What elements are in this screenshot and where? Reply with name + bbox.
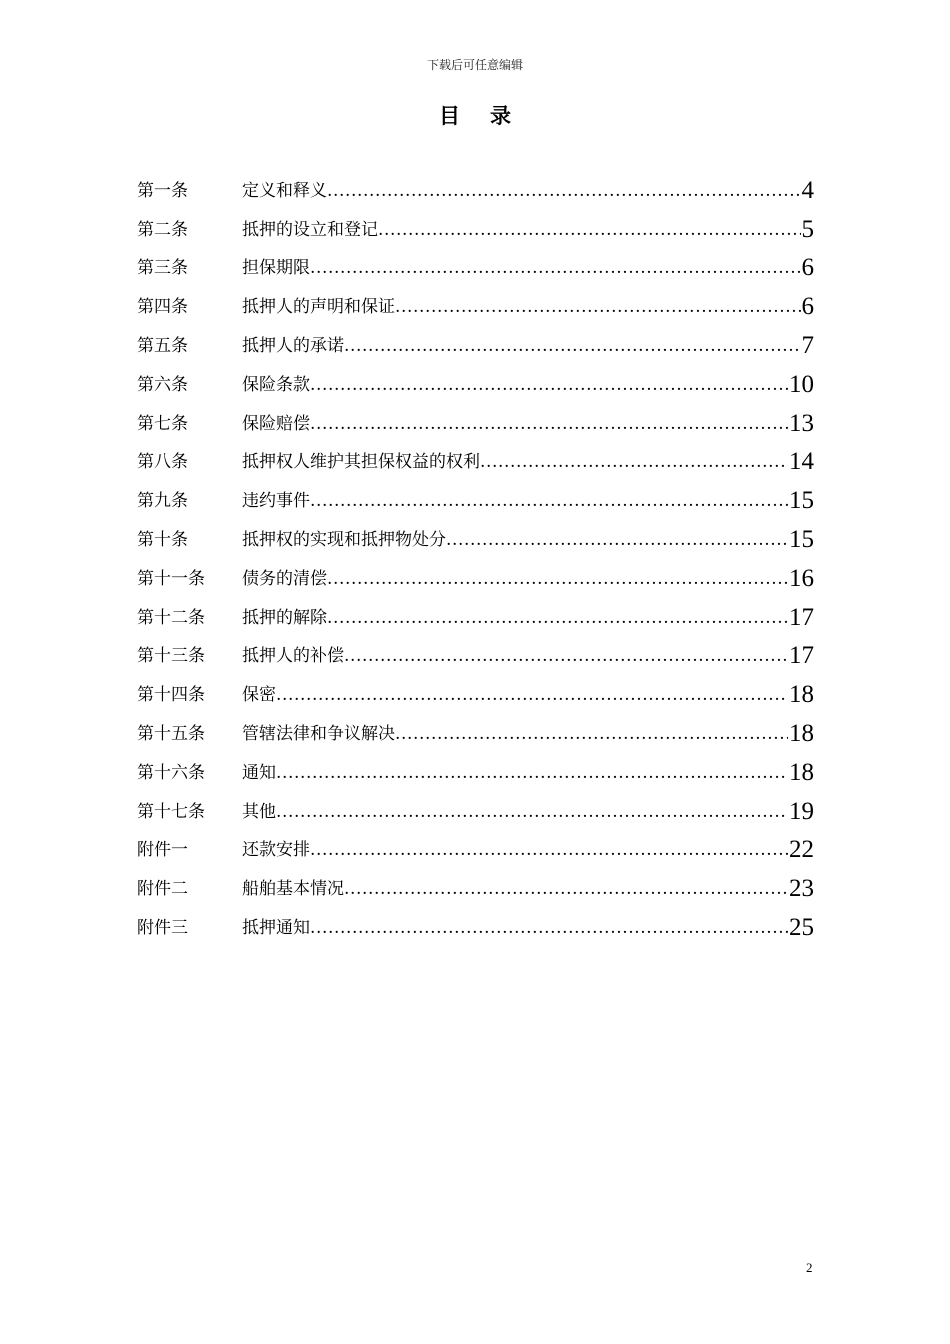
toc-entry-number: 第十三条 [137, 646, 205, 667]
toc-entry-number: 第十一条 [137, 568, 205, 589]
toc-entry[interactable] [137, 826, 814, 865]
toc-entry-number: 附件二 [137, 879, 188, 900]
toc-entry-title: 其他 [242, 801, 276, 822]
toc-entry[interactable] [137, 593, 814, 632]
toc-entry-page: 5 [801, 215, 814, 243]
toc-dot-leader [276, 761, 788, 787]
toc-entry-title: 抵押的设立和登记 [242, 219, 378, 240]
toc-dot-leader [310, 256, 801, 282]
toc-dot-leader [327, 606, 788, 632]
toc-entry-title: 违约事件 [242, 491, 310, 512]
toc-entry[interactable] [137, 709, 814, 748]
toc-entry-number: 第一条 [137, 180, 188, 201]
toc-entry-page: 13 [789, 409, 814, 437]
toc-entry-title: 抵押权人维护其担保权益的权利 [242, 452, 480, 473]
toc-dot-leader [310, 916, 788, 942]
header-note: 下载后可任意编辑 [426, 58, 523, 72]
toc-entry-number: 第四条 [137, 297, 188, 318]
toc-entry-page: 6 [801, 254, 814, 282]
toc-entry-number: 第三条 [137, 258, 188, 279]
toc-entry-title: 保密 [242, 685, 276, 706]
toc-entry-page: 23 [789, 875, 814, 903]
toc-entry-number: 第十七条 [137, 801, 205, 822]
toc-dot-leader [480, 450, 788, 476]
toc-dot-leader [310, 373, 788, 399]
toc-entry[interactable] [137, 748, 814, 787]
toc-entry-page: 17 [789, 642, 814, 670]
toc-entry-title: 担保期限 [242, 258, 310, 279]
toc-entry[interactable] [137, 166, 814, 205]
toc-dot-leader [344, 644, 788, 670]
toc-entry-title: 管辖法律和争议解决 [242, 723, 395, 744]
toc-entry-page: 4 [801, 176, 814, 204]
toc-entry-number: 第五条 [137, 335, 188, 356]
toc-entry[interactable] [137, 787, 814, 826]
toc-entry-page: 19 [789, 797, 814, 825]
toc-dot-leader [327, 179, 801, 205]
toc-entry-number: 附件一 [137, 840, 188, 861]
toc-entry-number: 第十四条 [137, 685, 205, 706]
toc-entry-page: 22 [789, 836, 814, 864]
toc-entry-title: 抵押人的声明和保证 [242, 297, 395, 318]
toc-entry-number: 第十六条 [137, 762, 205, 783]
toc-entry-title: 保险赔偿 [242, 413, 310, 434]
toc-entry-number: 第二条 [137, 219, 188, 240]
toc-entry-page: 18 [789, 681, 814, 709]
toc-dot-leader [310, 838, 788, 864]
toc-entry-title: 债务的清偿 [242, 568, 327, 589]
toc-dot-leader [395, 722, 788, 748]
toc-entry-page: 10 [789, 370, 814, 398]
toc-dot-leader [446, 528, 788, 554]
toc-entry[interactable] [137, 244, 814, 283]
toc-entry-page: 25 [789, 913, 814, 941]
toc-entry-number: 第七条 [137, 413, 188, 434]
table-of-contents [137, 166, 814, 942]
toc-entry[interactable] [137, 903, 814, 942]
toc-dot-leader [276, 683, 788, 709]
toc-entry[interactable] [137, 864, 814, 903]
toc-entry-title: 通知 [242, 762, 276, 783]
toc-dot-leader [310, 412, 788, 438]
toc-entry[interactable] [137, 670, 814, 709]
toc-entry-number: 附件三 [137, 917, 188, 938]
toc-entry-title: 抵押权的实现和抵押物处分 [242, 529, 446, 550]
toc-dot-leader [276, 800, 788, 826]
toc-entry-number: 第十五条 [137, 723, 205, 744]
toc-entry[interactable] [137, 399, 814, 438]
toc-dot-leader [344, 334, 801, 360]
toc-entry-page: 15 [789, 487, 814, 515]
toc-entry-page: 6 [801, 293, 814, 321]
toc-entry-number: 第九条 [137, 491, 188, 512]
toc-entry-title: 抵押人的承诺 [242, 335, 344, 356]
toc-dot-leader [327, 567, 788, 593]
toc-entry-title: 抵押通知 [242, 917, 310, 938]
toc-entry-title: 保险条款 [242, 374, 310, 395]
toc-entry-title: 抵押的解除 [242, 607, 327, 628]
toc-entry-number: 第十条 [137, 529, 188, 550]
toc-entry-title: 抵押人的补偿 [242, 646, 344, 667]
toc-entry-page: 16 [789, 564, 814, 592]
toc-entry[interactable] [137, 632, 814, 671]
toc-entry-number: 第十二条 [137, 607, 205, 628]
toc-entry-title: 还款安排 [242, 840, 310, 861]
toc-title: 目录 [439, 103, 541, 128]
toc-dot-leader [344, 877, 788, 903]
toc-entry-page: 18 [789, 719, 814, 747]
toc-entry-number: 第八条 [137, 452, 188, 473]
toc-entry-page: 15 [789, 525, 814, 553]
toc-entry[interactable] [137, 205, 814, 244]
toc-entry-title: 定义和释义 [242, 180, 327, 201]
toc-entry[interactable] [137, 515, 814, 554]
toc-dot-leader [395, 295, 801, 321]
toc-entry-title: 船舶基本情况 [242, 879, 344, 900]
toc-entry-page: 18 [789, 758, 814, 786]
toc-entry-number: 第六条 [137, 374, 188, 395]
toc-entry[interactable] [137, 438, 814, 477]
toc-entry[interactable] [137, 476, 814, 515]
toc-entry-page: 14 [789, 448, 814, 476]
toc-entry-page: 17 [789, 603, 814, 631]
toc-entry-page: 7 [801, 331, 814, 359]
toc-entry[interactable] [137, 282, 814, 321]
toc-entry[interactable] [137, 360, 814, 399]
toc-entry[interactable] [137, 321, 814, 360]
toc-dot-leader [378, 218, 801, 244]
toc-dot-leader [310, 489, 788, 515]
page-number: 2 [806, 1260, 813, 1275]
toc-entry[interactable] [137, 554, 814, 593]
